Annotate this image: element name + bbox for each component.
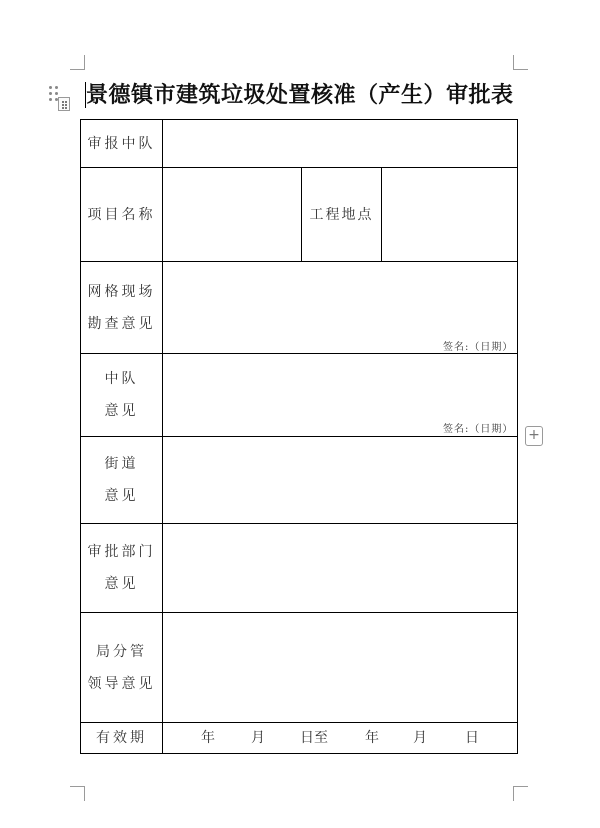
declare-team-field[interactable] (163, 120, 517, 167)
validity-date-range[interactable] (163, 722, 518, 754)
add-row-plus-icon[interactable]: + (525, 426, 543, 446)
grid-survey-label-line1: 网格现场 (87, 283, 156, 300)
validity-end-month: 月 (413, 730, 427, 746)
bureau-leader-opinion-field[interactable] (163, 613, 517, 722)
approval-dept-opinion-field[interactable] (163, 524, 517, 612)
table-border-right (517, 119, 518, 754)
page-corner-mark-bottom-right (513, 786, 528, 801)
grid-survey-signature-date: 签名:（日期） (443, 342, 514, 353)
team-opinion-label-line1: 中队 (104, 371, 139, 387)
page-corner-mark-top-left (70, 55, 85, 70)
project-site-label: 工程地点 (309, 206, 374, 223)
approval-form-table (80, 119, 518, 754)
team-opinion-signature-date: 签名:（日期） (443, 424, 514, 435)
project-site-field[interactable] (382, 168, 517, 261)
project-name-label: 项目名称 (87, 206, 156, 223)
street-opinion-label-line1: 街道 (104, 456, 139, 472)
page-corner-mark-top-right (513, 55, 528, 70)
validity-start-year: 年 (201, 730, 215, 746)
document-title[interactable]: 景德镇市建筑垃圾处置核准（产生）审批表 (86, 82, 514, 108)
street-opinion-label (81, 437, 162, 523)
validity-end-year: 年 (365, 730, 379, 746)
approval-dept-label-line1: 审批部门 (87, 544, 156, 560)
validity-start-month: 月 (251, 730, 265, 746)
team-opinion-label-line2: 意见 (104, 403, 139, 419)
project-name-field[interactable] (163, 168, 301, 261)
grid-survey-label-line2: 勘查意见 (87, 315, 156, 332)
validity-label: 有效期 (96, 730, 147, 746)
street-opinion-label-line2: 意见 (104, 488, 139, 504)
bureau-leader-label-line2: 领导意见 (87, 675, 156, 692)
page-corner-mark-bottom-left (70, 786, 85, 801)
grid-survey-label (81, 262, 162, 353)
validity-end-day: 日 (465, 730, 479, 746)
bureau-leader-label-line1: 局分管 (96, 643, 147, 660)
validity-start-day-to: 日至 (300, 730, 328, 746)
declare-team-label: 审报中队 (87, 135, 156, 152)
table-move-handle-icon[interactable] (58, 97, 70, 111)
team-opinion-label (81, 354, 162, 436)
approval-dept-label (81, 524, 162, 612)
street-opinion-field[interactable] (163, 437, 517, 523)
bureau-leader-label (81, 613, 162, 722)
approval-dept-label-line2: 意见 (104, 576, 139, 592)
